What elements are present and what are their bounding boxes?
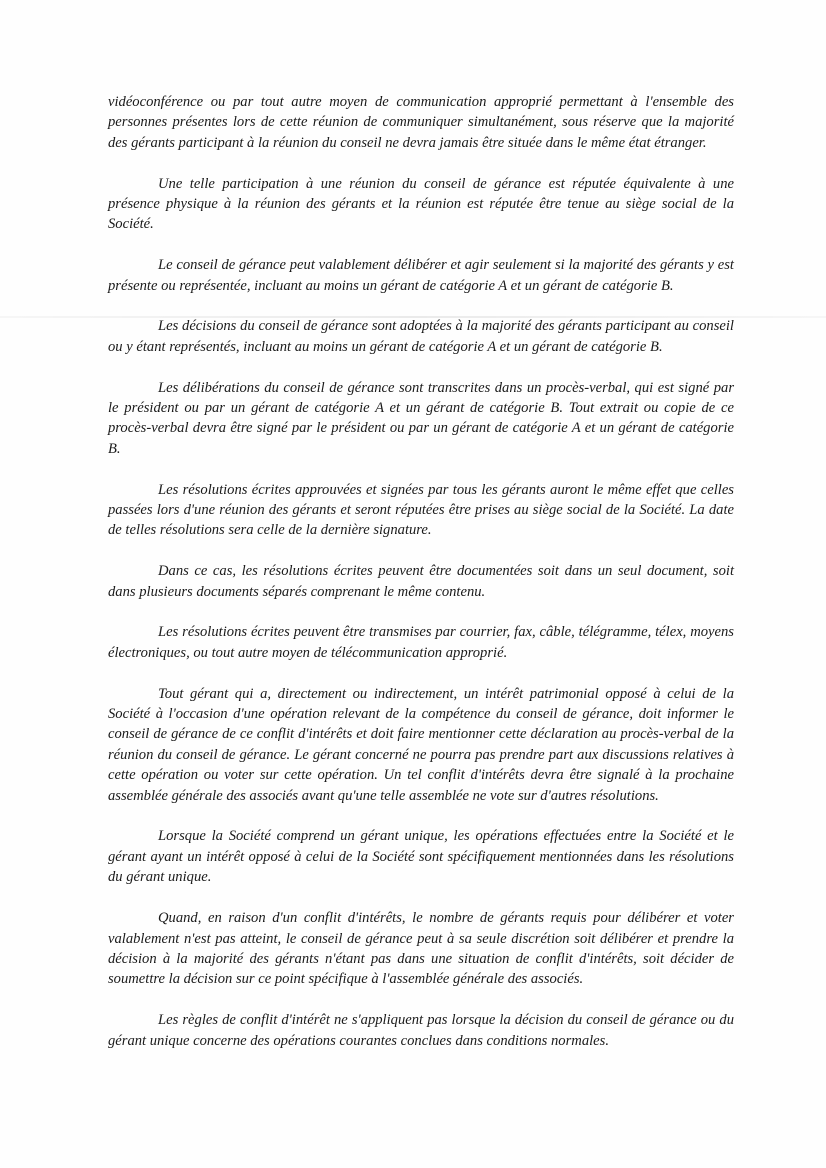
paragraph-videoconference: vidéoconférence ou par tout autre moyen de communication approprié permettant à l'ensemble des personnes présentes lors de cette réunion de communiquer simultanément, sous réserve que la majorité des gérants participant à la réunion du conseil ne devra jamais être située dans le même état étranger.: [108, 94, 734, 151]
paragraph-documentation: Dans ce cas, les résolutions écrites peuvent être documentées soit dans un seul document, soit dans plusieurs documents séparés comprenant le même contenu.: [108, 563, 734, 600]
paragraph-exemption: Les règles de conflit d'intérêt ne s'appliquent pas lorsque la décision du conseil de gérance ou du gérant unique concerne des opérations courantes conclues dans conditions normales.: [108, 1012, 734, 1049]
paragraph-decisions: Les décisions du conseil de gérance sont adoptées à la majorité des gérants participant au conseil ou y étant représentés, incluant au moins un gérant de catégorie A et un gérant de catégorie B.: [108, 318, 734, 355]
paragraph-deliberations: Les délibérations du conseil de gérance sont transcrites dans un procès-verbal, qui est signé par le président ou par un gérant de catégorie A et un gérant de catégorie B. Tout extrait ou copie de ce procès-verbal devra être signé par le président ou par un gérant de catégorie A et un gérant de catégorie B.: [108, 379, 734, 457]
paragraph-sole-manager: Lorsque la Société comprend un gérant unique, les opérations effectuées entre la Société et le gérant ayant un intérêt opposé à celui de la Société sont spécifiquement mentionnées dans les résolutions du gérant unique.: [108, 828, 734, 886]
document-body: [108, 92, 734, 1071]
paragraph-quorum-conflict: Quand, en raison d'un conflit d'intérêts, le nombre de gérants requis pour délibérer et voter valablement n'est pas atteint, le conseil de gérance peut à sa seule discrétion soit délibérer et prendre la décision à la majorité des gérants n'étant pas dans une situation de conflit d'intérêts, soit décider de soumettre la décision sur ce point spécifique à l'assemblée générale des associés.: [108, 910, 734, 988]
paragraph-written-resolutions: Les résolutions écrites approuvées et signées par tous les gérants auront le même effet que celles passées lors d'une réunion des gérants et seront réputées être prises au siège social de la Société. La date de telles résolutions sera celle de la dernière signature.: [108, 481, 734, 539]
paragraph-transmission: Les résolutions écrites peuvent être transmises par courrier, fax, câble, télégramme, télex, moyens électroniques, ou tout autre moyen de télécommunication approprié.: [108, 624, 734, 661]
paragraph-quorum: Le conseil de gérance peut valablement délibérer et agir seulement si la majorité des gérants y est présente ou représentée, incluant au moins un gérant de catégorie A et un gérant de catégorie B.: [108, 257, 734, 294]
paragraph-conflict-of-interest: Tout gérant qui a, directement ou indirectement, un intérêt patrimonial opposé à celui de la Société à l'occasion d'une opération relevant de la compétence du conseil de gérance, doit informer le conseil de gérance de ce conflit d'intérêts et doit faire mentionner cette déclaration au procès-verbal de la réunion du conseil de gérance. Le gérant concerné ne pourra pas prendre part aux discussions relatives à cette opération ou voter sur cette opération. Un tel conflit d'intérêts devra être signalé à la prochaine assemblée générale des associés avant qu'une telle assemblée ne vote sur d'autres résolutions.: [108, 685, 734, 804]
paragraph-participation: Une telle participation à une réunion du conseil de gérance est réputée équivalente à une présence physique à la réunion des gérants et la réunion est réputée être tenue au siège social de la Société.: [108, 175, 734, 233]
